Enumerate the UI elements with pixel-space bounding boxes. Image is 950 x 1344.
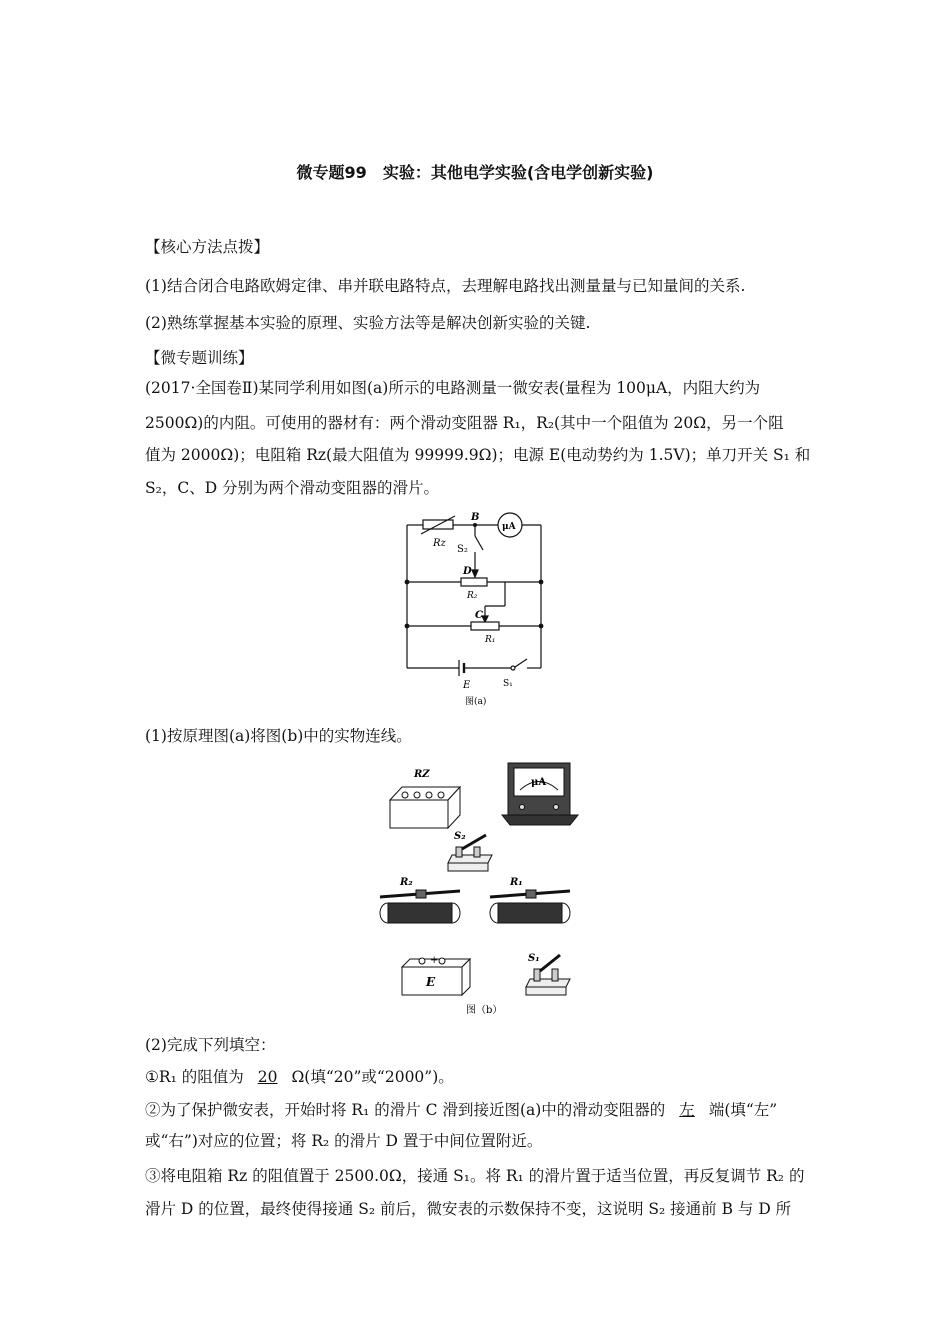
svg-text:+: + [430,955,439,966]
r1-component-label: R₁ [510,877,523,888]
label-r2: R₂ [467,591,478,601]
problem-line-3: 值为 2000Ω)；电阻箱 Rz(最大阻值为 99999.9Ω)；电源 E(电动势约为 1.5V)；单刀开关 S₁ 和 [145,446,811,464]
microammeter-device [502,763,578,825]
microammeter-label: μA [531,777,547,788]
label-r1: R₁ [485,635,496,645]
label-ua: μA [502,522,516,532]
method-point-2: (2)熟练掌握基本实验的原理、实验方法等是解决创新实验的关键. [145,314,591,332]
resistance-box-rz [390,787,460,828]
method-point-1: (1)结合闭合电路欧姆定律、串并联电路特点，去理解电路找出测量量与已知量间的关系. [145,277,746,295]
answer-2 [145,1100,815,1120]
problem-line-2: 2500Ω)的内阻。可使用的器材有：两个滑动变阻器 R₁，R₂(其中一个阻值为 20Ω，另一个阻 [145,414,784,432]
label-s2: S₂ [457,544,468,555]
r1-resistor [471,622,499,630]
section-method-heading: 【核心方法点拨】 [145,238,270,256]
answer-2-suffix: 端(填“左” [708,1101,778,1119]
answer-3-line-1: ③将电阻箱 Rz 的阻值置于 2500.0Ω，接通 S₁。将 R₁ 的滑片置于适当位置，再反复调节 R₂ 的 [145,1167,805,1185]
answer-2-blank: 左 [679,1101,695,1119]
question-1: (1)按原理图(a)将图(b)中的实物连线。 [145,727,412,745]
label-e: E [463,680,471,691]
label-d: D [463,566,472,577]
label-s1: S₁ [503,679,513,689]
rheostat-r2 [380,890,460,923]
answer-2-prefix: ②为了保护微安表，开始时将 R₁ 的滑片 C 滑到接近图(a)中的滑动变阻器的 [145,1101,666,1119]
problem-line-4: S₂，C、D 分别为两个滑动变阻器的滑片。 [145,479,440,497]
label-c: C [475,610,483,621]
label-rz: Rz [433,538,446,549]
problem-line-1: (2017·全国卷Ⅱ)某同学利用如图(a)所示的电路测量一微安表(量程为 100μA，内阻大约为 [145,379,761,397]
figure-b-caption: 图（b） [466,1005,503,1016]
circuit-diagram-a [395,508,555,708]
answer-1-prefix: ①R₁ 的阻值为 [145,1068,244,1086]
battery-device [402,955,470,995]
r2-component-label: R₂ [400,877,413,888]
rz-component-label: RZ [414,769,430,780]
r2-resistor [461,578,487,586]
answer-3-line-2: 滑片 D 的位置，最终使得接通 S₂ 前后，微安表的示数保持不变，这说明 S₂ 接通前 B 与 D 所 [145,1200,792,1218]
page-title: 微专题99 实验：其他电学实验(含电学创新实验) [296,163,654,182]
label-b: B [471,512,480,523]
s1-component-label: S₁ [528,953,540,964]
answer-1 [145,1067,815,1087]
answer-1-blank: 20 [257,1068,278,1086]
battery-component-label: E [426,975,436,989]
figure-a-caption: 图(a) [465,697,487,707]
rheostat-r1 [490,890,570,923]
question-2: (2)完成下列填空： [145,1036,276,1054]
s2-component-label: S₂ [454,831,466,842]
answer-1-suffix: Ω(填“20”或“2000”)。 [291,1068,454,1086]
components-diagram-b [370,755,590,1020]
answer-2-continued: 或“右”)对应的位置；将 R₂ 的滑片 D 置于中间位置附近。 [145,1132,543,1150]
section-training-heading: 【微专题训练】 [145,349,254,367]
